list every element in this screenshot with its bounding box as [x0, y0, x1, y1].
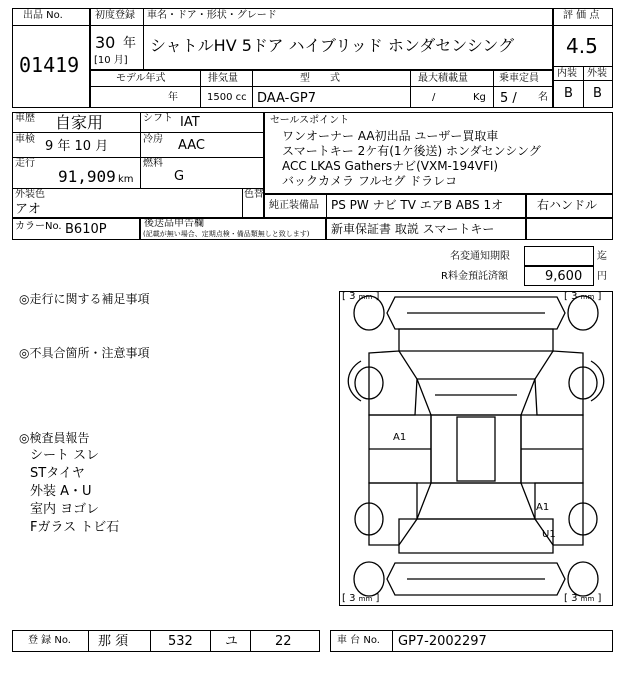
type-label: 型 式 — [300, 73, 340, 84]
ac-label: 冷房 — [143, 134, 163, 145]
driving-remarks-label: ◎走行に関する補足事項 — [19, 292, 150, 306]
shift-value: IAT — [180, 115, 200, 130]
inspector-label: ◎検査員報告 — [19, 431, 90, 445]
blank-box — [526, 218, 613, 240]
reg-month: [10 月] — [94, 55, 128, 66]
capacity-value: 5 / — [500, 91, 517, 106]
mileage-value: 91,909 — [58, 167, 116, 186]
score-value: 4.5 — [566, 34, 598, 58]
color-change-label: 色替 — [244, 189, 264, 200]
color-no-label: カラーNo. — [15, 221, 62, 232]
sales-line: スマートキー 2ケ有(1ケ後送) ホンダセンシング — [282, 144, 541, 158]
interior-grade: B — [564, 86, 573, 101]
car-name: シャトルHV 5ドア ハイブリッド ホンダセンシング — [150, 36, 515, 55]
reg-number: 22 — [275, 634, 292, 649]
chassis-label: 車 台 No. — [337, 635, 380, 646]
mileage-unit: km — [118, 174, 134, 185]
car-label: 車名・ドア・形状・グレード — [147, 10, 277, 21]
damage-code: U1 — [542, 529, 556, 540]
shift-label: シフト — [143, 113, 173, 124]
reg-label: 登 録 No. — [28, 635, 71, 646]
interior-label: 内装 — [557, 68, 577, 79]
fuel-label: 燃料 — [143, 158, 163, 169]
inspector-line: 室内 ヨゴレ — [30, 502, 100, 517]
damage-code: A1 — [393, 432, 407, 443]
model-year-unit: 年 — [168, 92, 178, 103]
steering-value: 右ハンドル — [537, 198, 598, 212]
name-change-label: 名変通知期限 — [450, 251, 510, 262]
model-year-label: モデル年式 — [116, 73, 166, 84]
chassis-number: GP7-2002297 — [398, 634, 487, 649]
tread-indicator: [ 3 mm ] — [564, 593, 602, 604]
delivery-label: 後送品申告欄 — [144, 218, 204, 229]
max-load-slash: / — [432, 92, 436, 103]
capacity-unit: 名 — [538, 92, 548, 103]
inspection-label: 車検 — [15, 134, 35, 145]
ext-color-value: アオ — [15, 202, 41, 217]
ac-value: AAC — [178, 138, 205, 153]
name-change-unit: 迄 — [597, 251, 607, 262]
max-load-label: 最大積載量 — [418, 73, 468, 84]
car-outline-diagram — [339, 291, 613, 606]
displacement-label: 排気量 — [208, 73, 238, 84]
inspector-line: STタイヤ — [30, 466, 85, 481]
reg-year: 30 — [95, 33, 116, 52]
capacity-label: 乗車定員 — [499, 73, 539, 84]
recycle-value: 9,600 — [545, 269, 583, 284]
reg-year-unit: 年 — [123, 36, 137, 51]
inspector-line: 外装 A・U — [30, 484, 92, 499]
score-label: 評 価 点 — [563, 10, 600, 21]
type-value: DAA-GP7 — [257, 91, 316, 106]
defects-label: ◎不具合箇所・注意事項 — [19, 346, 150, 360]
reg-class: 532 — [168, 634, 193, 649]
warranty-value: 新車保証書 取説 スマートキー — [331, 222, 495, 236]
history-label: 車歴 — [15, 113, 35, 124]
sales-line: ACC LKAS Gathersナビ(VXM-194VFI) — [282, 159, 499, 173]
equipment-label: 純正装備品 — [269, 200, 319, 211]
reg-area: 那 須 — [98, 634, 129, 649]
mileage-label: 走行 — [15, 158, 35, 169]
tread-indicator: [ 3 mm ] — [342, 593, 380, 604]
lot-number: 01419 — [19, 53, 80, 77]
inspector-line: シート スレ — [30, 448, 100, 463]
history-value: 自家用 — [55, 113, 104, 132]
exterior-label: 外装 — [587, 68, 607, 79]
tread-indicator: [ 3 mm ] — [342, 291, 380, 302]
sales-line: ワンオーナー AA初出品 ユーザー買取車 — [282, 129, 499, 143]
details-box — [12, 112, 264, 218]
ext-color-label: 外装色 — [15, 189, 45, 200]
recycle-unit: 円 — [597, 271, 607, 282]
inspector-line: Fガラス トビ石 — [30, 520, 120, 535]
lot-label: 出品 No. — [23, 10, 63, 21]
exterior-grade: B — [593, 86, 602, 101]
sales-label: セールスポイント — [270, 115, 350, 126]
reg-kana: ユ — [225, 634, 239, 649]
recycle-label: R料金預託済額 — [441, 271, 508, 282]
max-load-unit: Kg — [473, 92, 486, 103]
delivery-note: (記載が無い場合、定期点検・備品類無しと致します) — [143, 230, 310, 238]
first-reg-label: 初度登録 — [95, 10, 135, 21]
color-no-value: B610P — [65, 222, 107, 237]
fuel-value: G — [174, 169, 185, 184]
inspection-value: 9 年 10 月 — [45, 139, 109, 154]
damage-code: A1 — [536, 502, 550, 513]
sales-line: バックカメラ フルセグ ドラレコ — [282, 174, 458, 188]
tread-indicator: [ 3 mm ] — [564, 291, 602, 302]
equipment-value: PS PW ナビ TV エアB ABS 1オ — [331, 198, 504, 212]
name-change-box — [524, 246, 594, 266]
displacement-value: 1500 cc — [207, 92, 247, 103]
